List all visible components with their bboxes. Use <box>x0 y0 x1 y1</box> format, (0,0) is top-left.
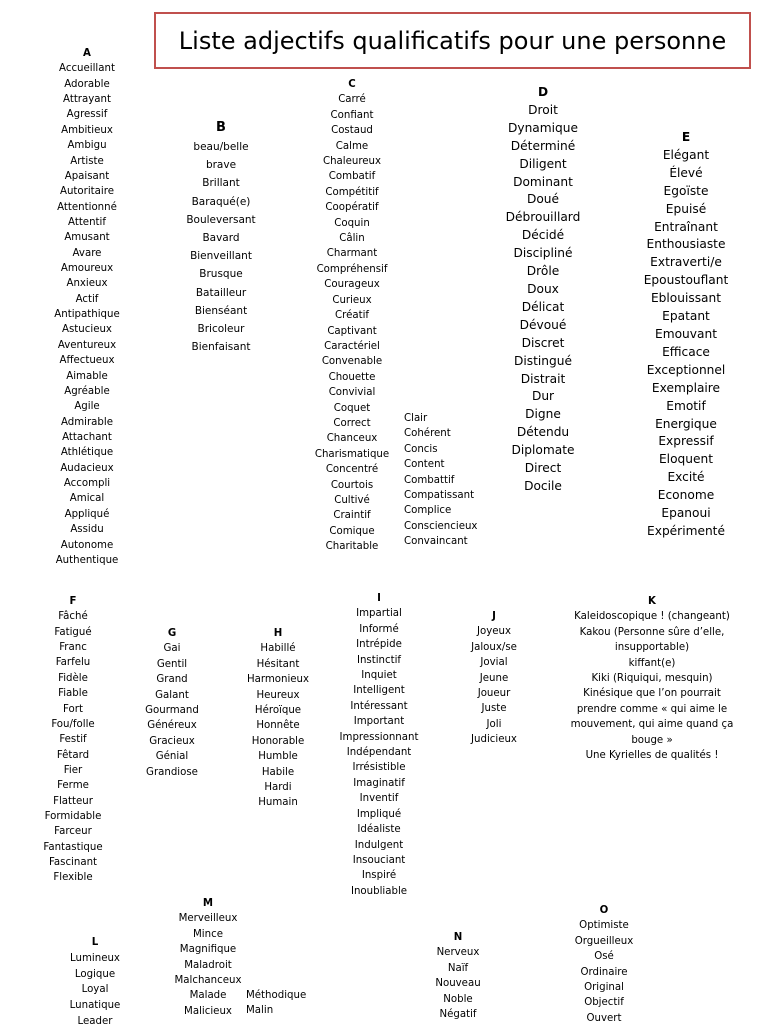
adjective-item: prendre comme « qui aime le <box>576 703 728 715</box>
adjective-item: Concis <box>404 443 438 455</box>
adjective-item: Aventureux <box>57 339 117 351</box>
adjective-item: Important <box>353 716 405 728</box>
adjective-item: Farfelu <box>55 657 91 669</box>
adjective-item: Carré <box>338 94 366 106</box>
section-letter: O <box>599 905 609 916</box>
adjective-item: Chouette <box>328 371 376 383</box>
adjective-item: Ferme <box>57 780 89 792</box>
adjective-item: Costaud <box>331 125 373 137</box>
section-letter: D <box>537 85 549 99</box>
adjective-item: Autoritaire <box>60 186 114 198</box>
adjective-item: Intrépide <box>356 639 402 651</box>
adjective-item: Humain <box>258 797 298 809</box>
adjective-item: Honorable <box>251 735 305 747</box>
adjective-item: Loyal <box>81 984 109 996</box>
adjective-item: Orgueilleux <box>574 935 634 947</box>
adjective-item: Osé <box>594 951 614 963</box>
adjective-item: Attentif <box>68 216 106 228</box>
adjective-item: mouvement, qui aime quand ça <box>570 719 734 731</box>
adjective-item: Gentil <box>156 658 188 670</box>
section-h <box>243 626 313 811</box>
section-j <box>460 609 528 748</box>
adjective-item: Joli <box>486 718 502 730</box>
adjective-item: Distrait <box>520 371 566 386</box>
adjective-item: Créatif <box>335 310 369 322</box>
adjective-item: Cultivé <box>334 494 370 506</box>
adjective-item: Clair <box>404 413 428 424</box>
adjective-item: Hardi <box>264 782 292 794</box>
section-letter: G <box>167 628 177 639</box>
adjective-item: Coquet <box>333 402 371 414</box>
adjective-item: Chaleureux <box>322 156 382 168</box>
adjective-item: Elégant <box>662 147 710 162</box>
adjective-item: Ambigu <box>67 140 107 152</box>
adjective-item: Kinésique que l’on pourrait <box>583 688 721 700</box>
adjective-item: Logique <box>74 968 116 980</box>
adjective-item: Nouveau <box>435 978 481 990</box>
adjective-item: Adorable <box>64 78 110 90</box>
adjective-item: Epanoui <box>661 506 711 521</box>
section-o <box>568 903 640 1026</box>
adjective-item: Merveilleux <box>178 913 238 925</box>
adjective-item: Kakou (Personne sûre d’elle, <box>579 626 725 638</box>
adjective-item: Concentré <box>325 464 379 476</box>
adjective-item: Bienveillant <box>190 250 252 263</box>
adjective-item: Brillant <box>202 177 240 190</box>
adjective-item: Inspiré <box>361 870 397 882</box>
adjective-item: Inventif <box>359 793 399 805</box>
adjective-item: Combatif <box>328 171 376 183</box>
adjective-item: Gourmand <box>145 705 199 717</box>
adjective-item: Actif <box>75 293 99 305</box>
adjective-item: Grand <box>156 674 188 686</box>
adjective-item: Convenable <box>321 356 383 368</box>
adjective-item: Habillé <box>260 643 296 655</box>
adjective-item: Magnifique <box>179 944 237 956</box>
adjective-item: Coquin <box>334 217 370 229</box>
adjective-item: Farceur <box>54 826 92 838</box>
adjective-item: Combattif <box>404 474 455 486</box>
adjective-item: Fascinant <box>48 857 98 869</box>
adjective-item: Idéaliste <box>357 824 401 836</box>
adjective-item: Compétitif <box>325 186 379 198</box>
adjective-item: Négatif <box>439 1009 477 1021</box>
adjective-item: Direct <box>524 461 562 476</box>
adjective-item: Formidable <box>44 811 102 823</box>
adjective-item: Grandiose <box>146 766 198 778</box>
adjective-item: Hésitant <box>256 658 300 670</box>
adjective-item: Dynamique <box>507 120 578 135</box>
adjective-item: Déterminé <box>510 138 576 153</box>
adjective-item: Intelligent <box>353 685 405 697</box>
adjective-item: Accueillant <box>59 63 115 75</box>
adjective-item: Câlin <box>339 233 365 245</box>
adjective-item: Kaleidoscopique ! (changeant) <box>574 611 730 623</box>
adjective-item: Affectueux <box>59 355 115 367</box>
adjective-item: Débrouillard <box>505 210 581 225</box>
adjective-item: Courtois <box>330 479 374 491</box>
adjective-item: Confiant <box>330 109 374 121</box>
adjective-item: Instinctif <box>356 654 402 666</box>
adjective-item: Astucieux <box>62 324 112 336</box>
adjective-item: Joyeux <box>476 626 512 638</box>
section-b <box>175 118 267 356</box>
adjective-item: Judicieux <box>471 734 517 746</box>
adjective-item: Efficace <box>662 344 710 359</box>
section-letter: I <box>377 593 381 604</box>
adjective-item: Fiable <box>58 688 88 700</box>
adjective-item: Inoubliable <box>350 885 408 897</box>
adjective-item: Epoustouflant <box>643 273 729 288</box>
adjective-item: Méthodique <box>246 990 307 1001</box>
section-letter: A <box>83 48 91 59</box>
adjective-item: Comique <box>329 525 375 537</box>
adjective-item: Flexible <box>53 872 93 884</box>
adjective-item: Calme <box>335 140 369 152</box>
section-letter: C <box>348 79 356 90</box>
adjective-item: Exceptionnel <box>646 362 726 377</box>
adjective-item: Informé <box>359 623 399 635</box>
adjective-item: Gai <box>163 643 181 655</box>
adjective-item: Authentique <box>55 554 119 566</box>
section-letter: E <box>681 130 691 144</box>
adjective-item: Ordinaire <box>580 966 628 978</box>
adjective-item: Charitable <box>325 541 379 553</box>
adjective-item: Excité <box>667 470 705 485</box>
adjective-item: Compatissant <box>404 490 475 502</box>
section-letter: K <box>648 596 656 607</box>
adjective-item: Attrayant <box>63 94 111 106</box>
adjective-item: Mince <box>193 928 223 940</box>
adjective-item: Charmant <box>326 248 378 260</box>
adjective-item: Compréhensif <box>316 263 388 275</box>
adjective-item: Epatant <box>662 309 710 324</box>
section-m <box>168 896 248 1019</box>
adjective-item: Emouvant <box>655 326 717 341</box>
adjective-item: Optimiste <box>579 920 629 932</box>
adjective-item: Captivant <box>327 325 377 337</box>
adjective-item: Habile <box>261 766 295 778</box>
adjective-item: Complice <box>404 505 452 517</box>
adjective-item: Agile <box>74 401 100 413</box>
adjective-item: Bricoleur <box>197 323 245 336</box>
adjective-item: Malchanceux <box>174 975 242 987</box>
adjective-item: Accompli <box>63 478 111 490</box>
adjective-item: Egoïste <box>663 183 709 198</box>
adjective-item: Baraqué(e) <box>191 195 251 208</box>
adjective-item: Admirable <box>60 416 113 428</box>
adjective-item: Insouciant <box>352 854 406 866</box>
section-letter: F <box>69 596 77 607</box>
adjective-item: Expressif <box>658 434 714 449</box>
adjective-item: Drôle <box>526 264 560 279</box>
adjective-item: Impressionnant <box>339 731 419 743</box>
adjective-item: Caractériel <box>324 340 380 352</box>
adjective-item: Amusant <box>64 232 110 244</box>
adjective-item: Expérimenté <box>647 523 725 538</box>
adjective-item: Malade <box>189 990 227 1002</box>
adjective-item: Econome <box>657 488 715 503</box>
adjective-item: Dévoué <box>519 317 567 332</box>
adjective-item: Fidèle <box>58 672 88 684</box>
adjective-item: Fêtard <box>56 749 90 761</box>
adjective-item: Brusque <box>199 268 243 281</box>
adjective-item: Aimable <box>66 370 108 382</box>
adjective-item: Convivial <box>328 387 376 399</box>
adjective-item: Distingué <box>514 353 572 368</box>
adjective-item: Correct <box>333 417 371 429</box>
adjective-item: Décidé <box>521 228 565 243</box>
adjective-item: Assidu <box>70 524 104 536</box>
adjective-item: Gracieux <box>149 735 195 747</box>
section-letter: N <box>453 932 463 943</box>
adjective-item: Entraînant <box>654 219 718 234</box>
adjective-item: Heureux <box>256 689 300 701</box>
section-c <box>310 77 394 555</box>
adjective-item: Kiki (Riquiqui, mesquin) <box>591 673 713 685</box>
adjective-item: Amical <box>69 493 105 505</box>
section-d <box>498 84 588 496</box>
adjective-item: Eblouissant <box>650 291 722 306</box>
adjective-item: Ambitieux <box>61 124 113 136</box>
adjective-item: Élevé <box>669 165 703 180</box>
adjective-item: Galant <box>155 689 189 701</box>
adjective-item: Intéressant <box>350 700 408 712</box>
adjective-item: Convaincant <box>404 536 468 548</box>
adjective-item: Fort <box>63 703 83 715</box>
adjective-item: Flatteur <box>53 795 93 807</box>
adjective-item: brave <box>205 159 237 172</box>
adjective-item: Jeune <box>479 672 509 684</box>
adjective-item: Content <box>404 459 445 471</box>
adjective-item: Diligent <box>519 156 567 171</box>
adjective-item: Eloquent <box>658 452 713 467</box>
adjective-item: Chanceux <box>326 433 378 445</box>
adjective-item: Docile <box>524 478 562 493</box>
adjective-item: Ouvert <box>586 1012 622 1024</box>
adjective-item: Jaloux/se <box>471 641 517 653</box>
adjective-item: Digne <box>525 407 561 422</box>
section-letter: L <box>91 937 99 948</box>
adjective-item: Appliqué <box>64 508 110 520</box>
adjective-item: Attentionné <box>57 201 117 213</box>
adjective-item: beau/belle <box>193 141 249 153</box>
adjective-item: Festif <box>59 734 87 746</box>
section-letter: J <box>492 611 496 622</box>
adjective-item: Imaginatif <box>353 777 405 789</box>
adjective-item: Leader <box>77 1015 113 1027</box>
adjective-item: Génial <box>155 751 189 763</box>
adjective-item: Cohérent <box>404 428 451 440</box>
adjective-item: Impartial <box>356 608 402 620</box>
adjective-item: Honnête <box>256 720 300 732</box>
adjective-item: Détendu <box>516 425 570 440</box>
adjective-item: Apaisant <box>64 170 110 182</box>
adjective-item: Naïf <box>447 962 469 974</box>
adjective-item: Antipathique <box>54 309 120 321</box>
adjective-item: Coopératif <box>325 202 379 214</box>
adjective-item: Consciencieux <box>404 520 478 532</box>
section-letter: M <box>202 898 214 909</box>
adjective-item: Généreux <box>147 720 197 732</box>
adjective-item: Impliqué <box>356 808 402 820</box>
section-letter: B <box>216 120 226 135</box>
adjective-item: Lunatique <box>69 1000 121 1012</box>
section-a <box>40 46 134 568</box>
adjective-item: Dur <box>531 389 555 404</box>
section-i <box>336 591 422 899</box>
adjective-item: Discret <box>521 335 565 350</box>
adjective-item: Indépendant <box>346 747 412 759</box>
adjective-item: Curieux <box>332 294 372 306</box>
adjective-item: kiffant(e) <box>628 657 676 669</box>
adjective-item: Héroïque <box>254 705 302 717</box>
adjective-item: Droit <box>528 102 558 117</box>
adjective-item: Doux <box>527 281 559 296</box>
adjective-item: Harmonieux <box>246 674 310 686</box>
section-letter: H <box>273 628 283 639</box>
section-k <box>556 594 748 763</box>
adjective-item: Dominant <box>513 174 573 189</box>
adjective-item: Humble <box>258 751 298 763</box>
section-g <box>138 626 206 780</box>
adjective-item: Epuisé <box>665 201 707 216</box>
adjective-item: Joueur <box>477 688 511 700</box>
adjective-item: Fier <box>63 764 83 776</box>
adjective-item: Franc <box>59 642 87 654</box>
adjective-item: Une Kyrielles de qualités ! <box>585 750 719 762</box>
adjective-item: Jovial <box>480 657 508 669</box>
adjective-item: Fatigué <box>54 626 92 638</box>
page-title: Liste adjectifs qualificatifs pour une personne <box>154 12 751 69</box>
adjective-item: Enthousiaste <box>646 237 726 252</box>
adjective-item: Original <box>584 982 624 994</box>
adjective-item: Energique <box>655 416 717 431</box>
adjective-item: Bienfaisant <box>191 341 251 354</box>
section-c-extra <box>404 411 504 550</box>
adjective-item: Athlétique <box>60 447 114 459</box>
adjective-item: Discipliné <box>513 246 573 261</box>
adjective-item: Amoureux <box>60 263 114 275</box>
adjective-item: Juste <box>481 703 507 715</box>
section-f <box>40 594 106 886</box>
adjective-item: Bavard <box>202 232 240 245</box>
section-e <box>640 129 732 541</box>
adjective-item: Agréable <box>64 385 110 397</box>
adjective-item: Exemplaire <box>651 380 721 395</box>
adjective-item: Nerveux <box>436 947 480 959</box>
adjective-item: Malin <box>246 1005 274 1017</box>
adjective-item: insupportable) <box>614 642 690 654</box>
adjective-item: Irrésistible <box>352 762 406 774</box>
adjective-item: Emotif <box>666 398 706 413</box>
adjective-item: Objectif <box>584 997 624 1009</box>
adjective-item: Courageux <box>324 279 380 291</box>
adjective-item: Batailleur <box>195 286 247 299</box>
adjective-item: Maladroit <box>184 959 232 971</box>
adjective-item: Charismatique <box>314 448 390 460</box>
adjective-item: Lumineux <box>70 952 120 964</box>
adjective-item: Diplomate <box>511 443 575 458</box>
adjective-item: Artiste <box>70 155 104 167</box>
adjective-item: Bouleversant <box>186 213 256 226</box>
adjective-item: Indulgent <box>354 839 404 851</box>
adjective-item: Fou/folle <box>51 718 95 730</box>
adjective-item: Anxieux <box>66 278 108 290</box>
adjective-item: Bienséant <box>194 304 248 317</box>
adjective-item: Autonome <box>60 539 114 551</box>
adjective-item: Doué <box>526 192 560 207</box>
adjective-item: Craintif <box>333 510 371 522</box>
adjective-item: Malicieux <box>184 1005 232 1017</box>
adjective-item: Extraverti/e <box>650 255 722 270</box>
adjective-item: Inquiet <box>361 670 397 682</box>
adjective-item: Fantastique <box>43 841 103 853</box>
section-l <box>64 935 126 1030</box>
adjective-item: Attachant <box>62 431 112 443</box>
adjective-item: Délicat <box>521 299 565 314</box>
section-n <box>428 930 488 1022</box>
section-m-extra <box>246 988 316 1019</box>
adjective-item: Avare <box>72 247 102 259</box>
adjective-item: Fâché <box>58 611 88 623</box>
adjective-item: Audacieux <box>60 462 114 474</box>
adjective-item: Agressif <box>66 109 108 121</box>
adjective-item: bouge » <box>631 734 673 746</box>
adjective-item: Noble <box>443 993 473 1005</box>
